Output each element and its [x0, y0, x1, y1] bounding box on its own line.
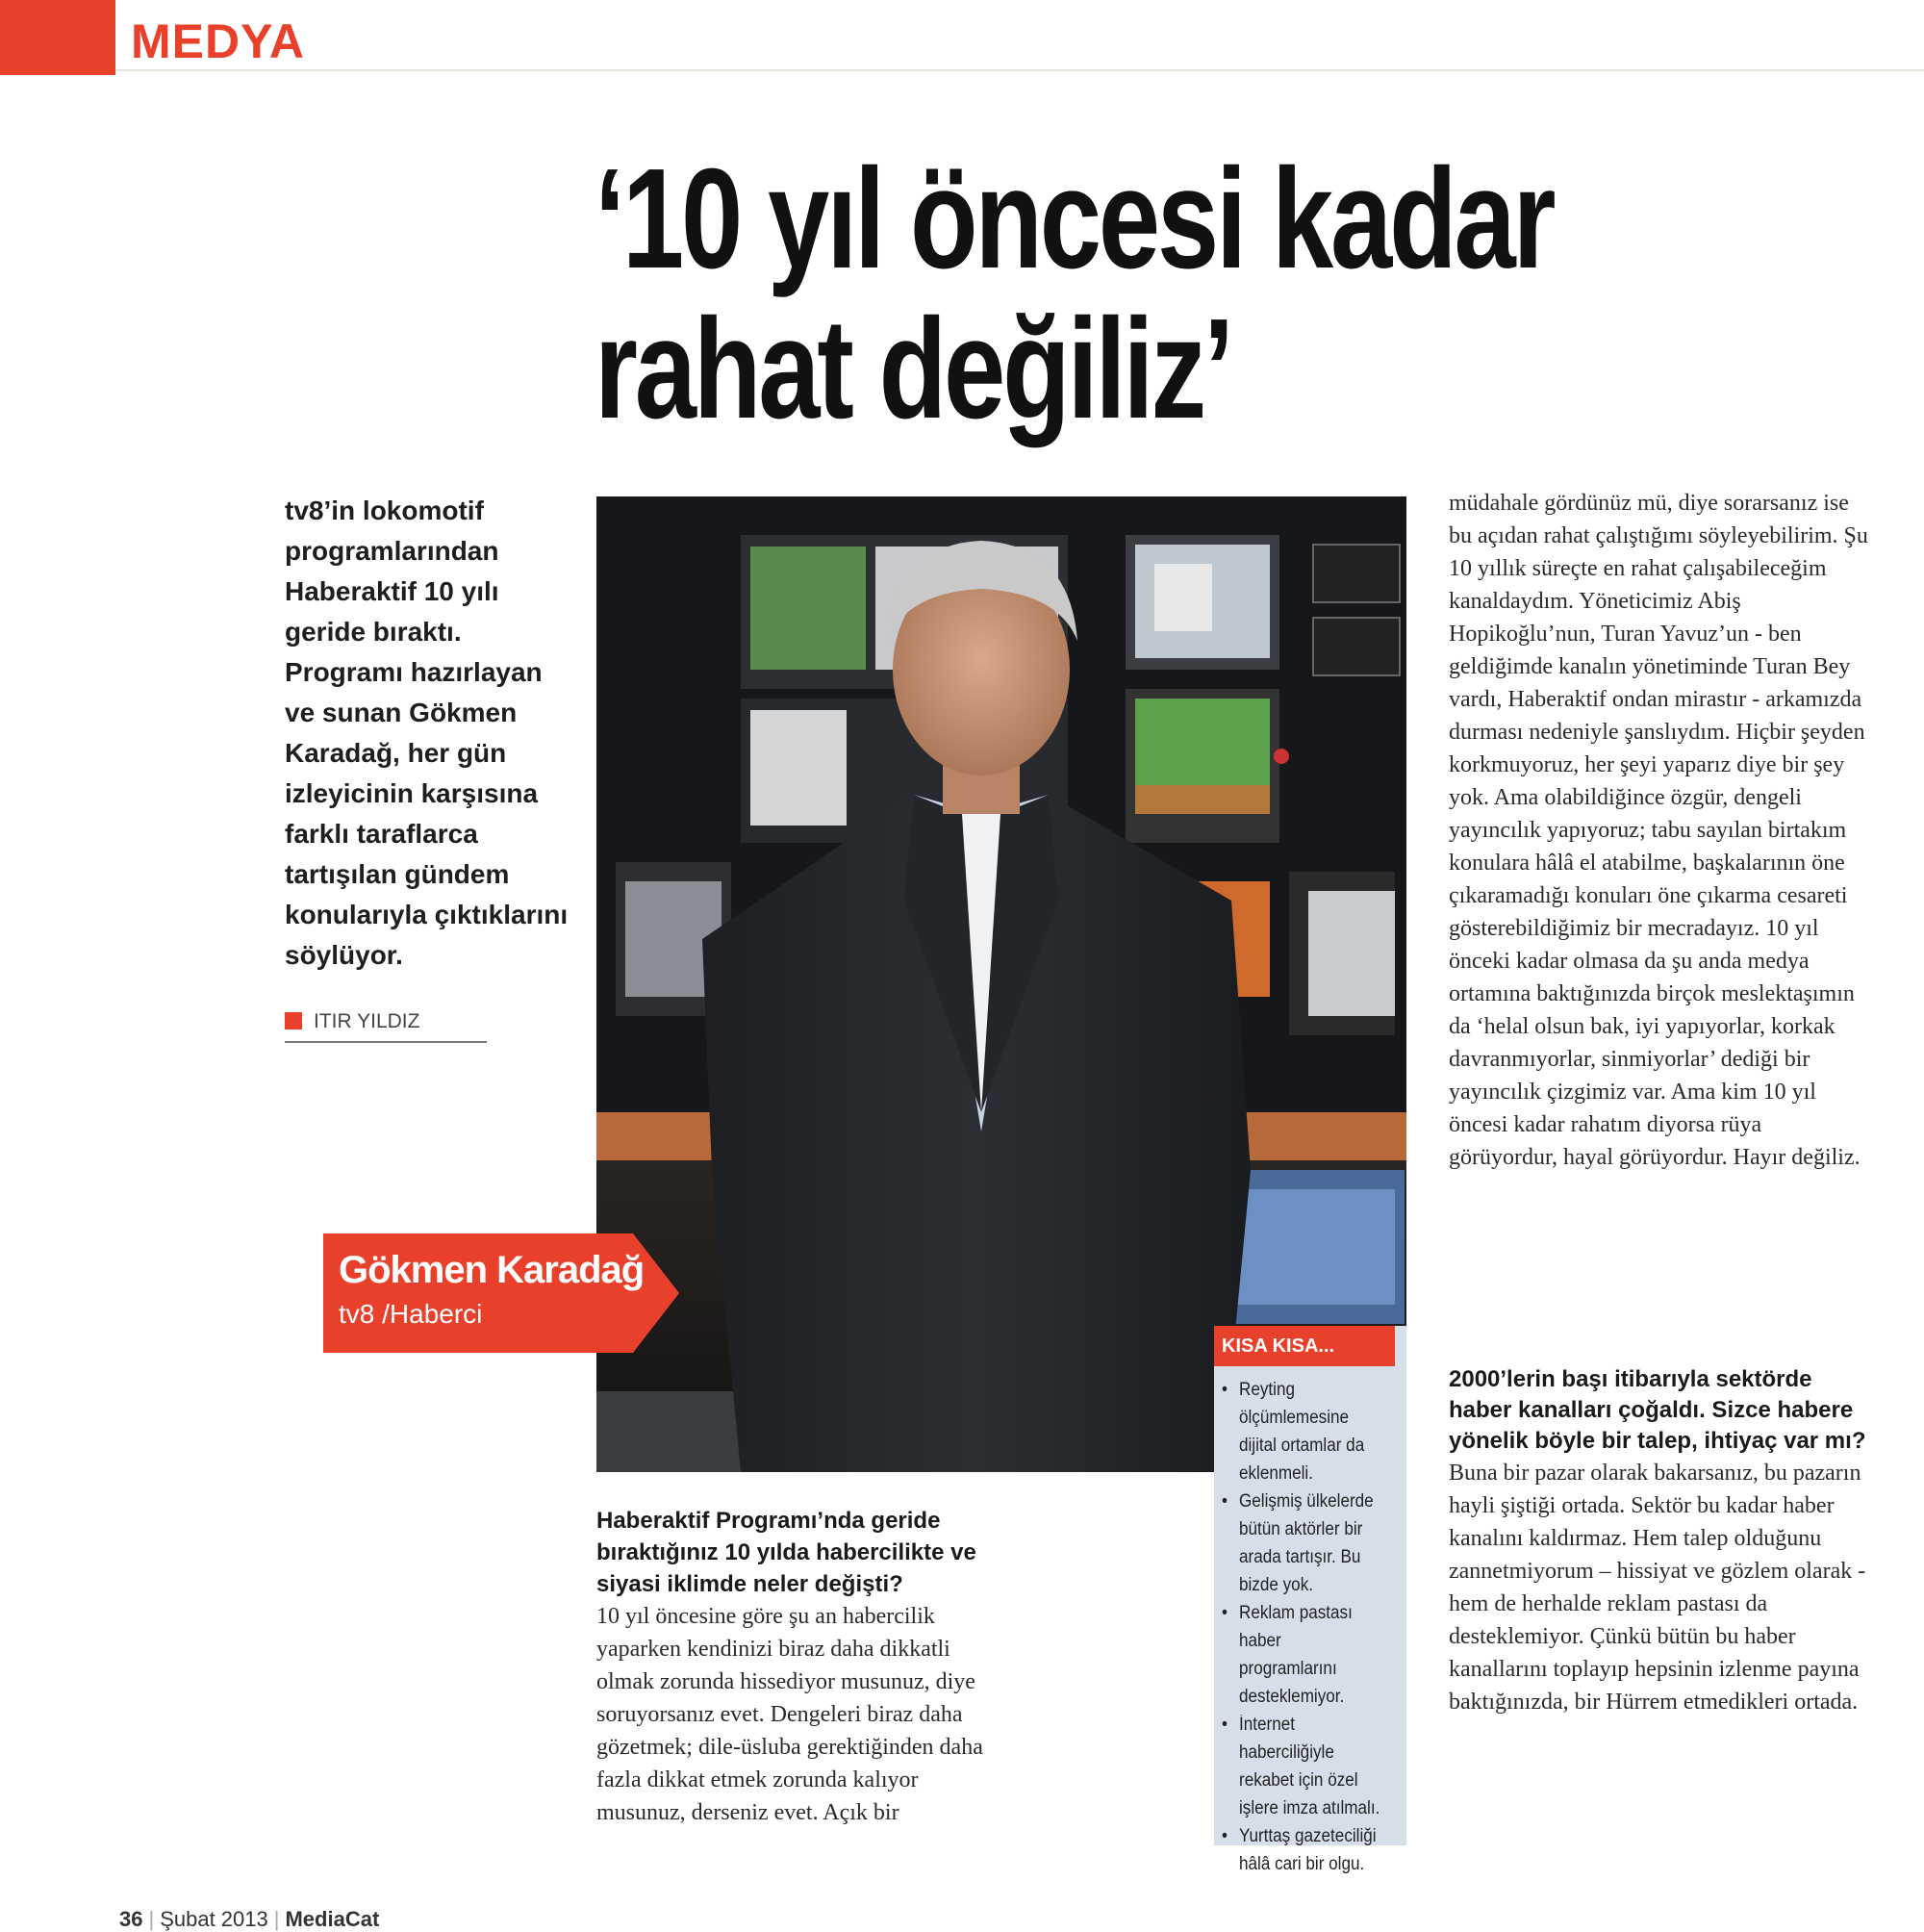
caption-name: Gökmen Karadağ — [339, 1249, 645, 1291]
byline — [285, 1010, 487, 1043]
interview-question: Haberaktif Programı’nda geride bıraktığınız 10 yılda habercilikte ve siyasi iklimde neler değişti? — [596, 1508, 976, 1597]
section-color-block — [0, 0, 115, 75]
kisa-kisa-item: • Yurttaş gazeteciliği hâlâ cari bir olgu. — [1222, 1822, 1382, 1878]
column-right — [1449, 1364, 1872, 1718]
kisa-kisa-item: • İnternet haberciliğiyle rekabet için özel işlere imza atılmalı. — [1222, 1711, 1382, 1822]
page-number: 36 — [119, 1907, 143, 1931]
column-right-continuation: müdahale gördünüz mü, diye sorarsanız ise bu açıdan rahat çalıştığımı söyleyebilirim. Şu 10 yıllık süreçte en rahat çalışabileceğim kanaldaydım. Yöneticimiz Abiş Hopikoğlu’nun, Turan Yavuz’un - ben geldiğimde kanalın yönetiminde Turan Bey vardı, Haberaktif ondan mirastır - arkamızda durması nedeniyle şanslıydım. Hiçbir şeyden korkmuyoruz, her şeyi yaparız diye bir şey yok. Ama olabildiğince özgür, dengeli yayıncılık yapıyoruz; tabu sayılan birtakım konulara hâlâ el atabilme, başkalarının öne çıkaramadığı konuları öne çıkarma cesareti gösterebildiğimiz bir mecradayız. 10 yıl önceki kadar olmasa da şu anda medya ortamına baktığınızda birçok meslektaşımın da ‘helal olsun bak, iyi yapıyorlar, korkak davranmıyorlar, sinmiyorlar’ dediği bir yayıncılık çizgimiz var. Ama kim 10 yıl öncesi kadar rahatım diyorsa rüya görüyordur, hayal görüyordur. Hayır değiliz. — [1449, 491, 1868, 1170]
column-left — [596, 1505, 1000, 1829]
page-footer: 36 | Şubat 2013 | MediaCat — [119, 1907, 380, 1931]
caption-title: tv8 /Haberci — [339, 1299, 483, 1329]
issue-date: Şubat 2013 — [160, 1907, 268, 1931]
header-rule — [115, 69, 1924, 71]
headline — [595, 140, 1585, 448]
kisa-kisa-item: • Reklam pastası haber programlarını desteklemiyor. — [1222, 1599, 1382, 1711]
section-label: MEDYA — [131, 14, 305, 68]
byline-marker — [285, 1012, 302, 1030]
interview-answer: 10 yıl öncesine göre şu an habercilik yaparken kendinizi biraz daha dikkatli olmak zorunda hissediyor musunuz, diye soruyorsanız evet. Dengeleri biraz daha gözetmek; dile-üsluba gerektiğinden daha fazla dikkat etmek zorunda kalıyor musunuz, derseniz evet. Açık bir — [596, 1604, 983, 1825]
kisa-kisa-heading: KISA KISA... — [1214, 1326, 1395, 1366]
interview-answer: Buna bir pazar olarak bakarsanız, bu pazarın hayli şiştiği ortada. Sektör bu kadar haber kanalını kaldırmaz. Hem talep olduğunu zannetmiyorum – hissiyat ve gözlem olarak - hem de herhalde reklam pastası da desteklemiyor. Çünkü bütün bu haber kanallarını toplayıp hepsinin izlenme payına baktığınızda, bir Hürrem etmedikleri ortada. — [1449, 1461, 1866, 1715]
kisa-kisa-item: • Gelişmiş ülkelerde bütün aktörler bir arada tartışır. Bu bizde yok. — [1222, 1487, 1382, 1599]
kisa-kisa-list — [1214, 1366, 1406, 1878]
byline-author: ITIR YILDIZ — [314, 1010, 420, 1032]
lead-paragraph: tv8’in lokomotif programlarından Haberaktif 10 yılı geride bıraktı. Programı hazırlayan ve sunan Gökmen Karadağ, her gün izleyicinin karşısına farklı taraflarca tartışılan gündem konularıyla çıktıklarını söylüyor. — [285, 496, 569, 970]
headline-line-1: ‘10 yıl öncesi kadar — [595, 140, 1554, 298]
kisa-kisa-box — [1214, 1326, 1406, 1874]
magazine-name: MediaCat — [285, 1907, 380, 1931]
headline-line-2: rahat değiliz’ — [595, 290, 1231, 448]
name-caption-tag — [323, 1233, 679, 1353]
interview-question: 2000’lerin başı itibarıyla sektörde haber kanalları çoğaldı. Sizce habere yönelik böyle bir talep, ihtiyaç var mı? — [1449, 1366, 1866, 1454]
kisa-kisa-item: • Reyting ölçümlemesine dijital ortamlar da eklenmeli. — [1222, 1376, 1382, 1487]
